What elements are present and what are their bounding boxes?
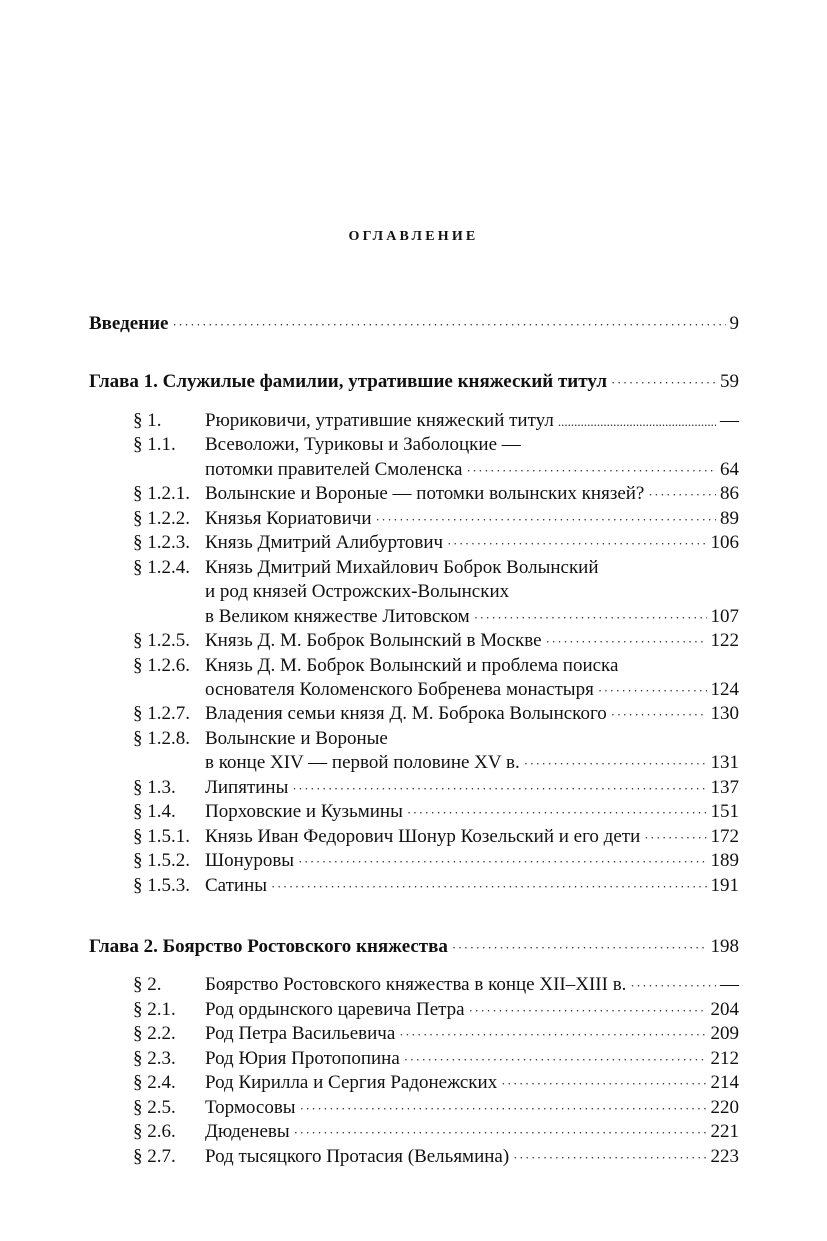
dot-leader <box>399 1023 706 1047</box>
section-title: Род ордынского царевича Петра <box>205 998 465 1020</box>
section-title: Князья Кориатовичи <box>205 507 372 529</box>
section-body <box>205 1022 739 1047</box>
section-title: Боярство Ростовского княжества в конце XII–XIII в. <box>205 974 627 995</box>
section-title: основателя Коломенского Бобренева монастыря <box>205 678 594 700</box>
section-title-line <box>205 825 739 850</box>
section-title: Род Петра Васильевича <box>205 1023 396 1045</box>
page-number: 9 <box>729 313 739 334</box>
toc-entry-section[interactable] <box>133 776 739 801</box>
page-number: 221 <box>710 1121 739 1143</box>
section-body <box>205 556 739 630</box>
section-body <box>205 1096 739 1121</box>
page-number: 122 <box>710 630 739 652</box>
toc-entry-section[interactable] <box>133 433 739 483</box>
toc-entry-section[interactable] <box>133 800 739 825</box>
section-title-line <box>205 702 739 727</box>
dot-leader <box>376 508 717 532</box>
dot-leader <box>598 679 707 703</box>
section-title: Дюденевы <box>205 1121 290 1143</box>
entry-label: Введение <box>89 313 169 334</box>
dot-leader <box>466 459 716 483</box>
section-body <box>205 1145 739 1170</box>
dot-leader <box>648 483 716 507</box>
section-number: § 1.1. <box>133 434 176 456</box>
section-title: Порховские и Кузьмины <box>205 801 403 823</box>
section-number: § 1.2.3. <box>133 532 190 554</box>
toc-entry-section[interactable] <box>133 409 739 434</box>
section-title-line: Волынские и Вороные <box>205 727 388 749</box>
dot-leader <box>513 1146 706 1170</box>
page-number: 209 <box>710 1023 739 1045</box>
section-title-line <box>205 751 739 776</box>
page-number: 89 <box>720 507 739 529</box>
page-number: 124 <box>710 678 739 700</box>
section-title: в конце XIV — первой половине XV в. <box>205 752 520 774</box>
section-title-line <box>205 1120 739 1145</box>
page-number: 172 <box>710 825 739 847</box>
page-number: 86 <box>720 483 739 505</box>
dot-leader <box>644 826 706 850</box>
section-title-line: Князь Дмитрий Михайлович Боброк Волынский <box>205 556 599 578</box>
section-number: § 1.2.7. <box>133 703 190 725</box>
dot-leader <box>611 703 707 727</box>
page-number: 151 <box>710 801 739 823</box>
toc-entry-section[interactable] <box>133 874 739 899</box>
section-title: Князь Д. М. Боброк Волынский в Москве <box>205 630 542 652</box>
section-number: § 2.1. <box>133 998 176 1020</box>
section-number: § 1.2.1. <box>133 483 190 505</box>
section-number: § 2.3. <box>133 1047 176 1069</box>
entry-label: Глава 2. Боярство Ростовского княжества <box>89 936 448 957</box>
section-title-line <box>205 1047 739 1072</box>
section-number: § 1.2.8. <box>133 727 190 749</box>
section-title-line <box>205 998 739 1023</box>
section-body <box>205 800 739 825</box>
section-body <box>205 433 739 483</box>
section-body <box>205 825 739 850</box>
section-title: Сатины <box>205 874 268 896</box>
dot-leader <box>300 1097 707 1121</box>
entry-label: Глава 1. Служилые фамилии, утратившие княжеский титул <box>89 371 608 392</box>
page-number: 204 <box>710 998 739 1020</box>
dot-leader <box>630 974 716 998</box>
section-title-line <box>205 482 739 507</box>
page-number: 131 <box>710 752 739 774</box>
dot-leader <box>452 936 707 960</box>
toc-entry-section[interactable] <box>133 507 739 532</box>
section-title-line <box>205 1096 739 1121</box>
section-title-line: Князь Д. М. Боброк Волынский и проблема поиска <box>205 654 619 676</box>
section-title-line: Всеволожи, Туриковы и Заболоцкие — <box>205 434 521 456</box>
section-number: § 2.6. <box>133 1121 176 1143</box>
section-body <box>205 654 739 704</box>
page-number: 191 <box>710 874 739 896</box>
section-body <box>205 1120 739 1145</box>
section-number: § 1.2.5. <box>133 630 190 652</box>
section-title-line <box>205 1071 739 1096</box>
section-number: § 2.4. <box>133 1072 176 1094</box>
section-number: § 2.7. <box>133 1145 176 1167</box>
section-title: Тормосовы <box>205 1096 296 1118</box>
section-number: § 1.5.1. <box>133 825 190 847</box>
section-number: § 1.2.2. <box>133 507 190 529</box>
section-number: § 1.5.3. <box>133 874 190 896</box>
section-title-line <box>205 409 739 434</box>
dot-leader <box>298 850 706 874</box>
section-number: § 2.2. <box>133 1023 176 1045</box>
toc-entry-section[interactable] <box>133 556 739 630</box>
toc-entry-section[interactable] <box>133 1047 739 1072</box>
section-title-line <box>205 973 739 998</box>
section-title-line <box>205 458 739 483</box>
section-body <box>205 973 739 998</box>
section-title-line <box>205 678 739 703</box>
section-title-line <box>205 1022 739 1047</box>
toc-entry-section[interactable] <box>133 825 739 850</box>
section-title-line <box>205 1145 739 1170</box>
toc-entry-section[interactable] <box>133 1145 739 1170</box>
section-body <box>205 482 739 507</box>
section-title-line <box>205 849 739 874</box>
section-body <box>205 776 739 801</box>
page-number: 130 <box>710 703 739 725</box>
page-number: — <box>720 410 739 431</box>
section-title-line <box>205 874 739 899</box>
section-title: Князь Иван Федорович Шонур Козельский и его дети <box>205 825 641 847</box>
dot-leader <box>294 1121 707 1145</box>
section-title: Род тысяцкого Протасия (Вельямина) <box>205 1145 510 1167</box>
section-body <box>205 1071 739 1096</box>
dot-leader <box>524 752 707 776</box>
page-number: 107 <box>710 605 739 627</box>
section-title: Липятины <box>205 776 289 798</box>
toc-entry-section[interactable] <box>133 629 739 654</box>
section-title: Род Юрия Протопопина <box>205 1047 400 1069</box>
toc-entry-section[interactable] <box>133 998 739 1023</box>
toc-entry-introduction[interactable] <box>89 312 739 337</box>
section-title-line: и род князей Острожских-Волынских <box>205 581 510 603</box>
toc-entry-section[interactable] <box>133 654 739 704</box>
toc-entry-section[interactable] <box>133 849 739 874</box>
section-body <box>205 409 739 434</box>
page-number: — <box>720 974 739 995</box>
dot-leader <box>404 1048 707 1072</box>
section-title-line <box>205 800 739 825</box>
section-body <box>205 507 739 532</box>
dot-leader <box>546 630 707 654</box>
section-body <box>205 998 739 1023</box>
toc-entry-section[interactable] <box>133 1022 739 1047</box>
toc-entry-section[interactable] <box>133 1120 739 1145</box>
toc-entry-section[interactable] <box>133 702 739 727</box>
section-title: Князь Дмитрий Алибуртович <box>205 532 444 554</box>
dot-leader <box>501 1072 706 1096</box>
section-number: § 1.2.6. <box>133 654 190 676</box>
section-body <box>205 874 739 899</box>
section-number: § 2.5. <box>133 1096 176 1118</box>
dot-leader <box>447 532 706 556</box>
page-number: 106 <box>710 532 739 554</box>
page-number: 212 <box>710 1047 739 1069</box>
dot-leader <box>292 777 706 801</box>
toc-entry-section[interactable] <box>133 973 739 998</box>
section-title-line <box>205 531 739 556</box>
toc-entry-section[interactable] <box>133 1071 739 1096</box>
toc-entry-chapter-2[interactable] <box>89 935 739 960</box>
section-body <box>205 702 739 727</box>
toc-title: ОГЛАВЛЕНИЕ <box>348 229 479 244</box>
page-number: 64 <box>720 458 739 480</box>
dot-leader <box>271 875 706 899</box>
toc-entry-section[interactable] <box>133 531 739 556</box>
dot-leader <box>474 606 707 630</box>
section-title: потомки правителей Смоленска <box>205 458 463 480</box>
section-title: Рюриковичи, утратившие княжеский титул <box>205 410 554 431</box>
dot-leader <box>469 999 707 1023</box>
page-number: 59 <box>720 371 739 392</box>
page-number: 220 <box>710 1096 739 1118</box>
section-number: § 1.4. <box>133 801 176 823</box>
page-number: 137 <box>710 776 739 798</box>
section-number: § 1.3. <box>133 776 176 798</box>
section-body <box>205 849 739 874</box>
dot-leader <box>611 371 716 395</box>
section-number: § 1.2.4. <box>133 556 190 578</box>
page-number: 214 <box>710 1072 739 1094</box>
section-title-line <box>205 605 739 630</box>
section-number: § 2. <box>133 974 162 995</box>
section-title-line <box>205 629 739 654</box>
section-number: § 1.5.2. <box>133 850 190 872</box>
toc-entry-section[interactable] <box>133 727 739 777</box>
toc-entry-section[interactable] <box>133 1096 739 1121</box>
section-number: § 1. <box>133 410 162 431</box>
section-title: Владения семьи князя Д. М. Боброка Волынского <box>205 703 607 725</box>
page-number: 189 <box>710 850 739 872</box>
section-title: Род Кирилла и Сергия Радонежских <box>205 1072 498 1094</box>
page-number: 223 <box>710 1145 739 1167</box>
section-title: Шонуровы <box>205 850 295 872</box>
section-title-line <box>205 776 739 801</box>
section-body <box>205 1047 739 1072</box>
section-title-line <box>205 507 739 532</box>
section-body <box>205 629 739 654</box>
section-title: в Великом княжестве Литовском <box>205 605 470 627</box>
section-body <box>205 727 739 777</box>
dot-leader <box>173 313 726 337</box>
toc-entry-section[interactable] <box>133 482 739 507</box>
dot-leader <box>407 801 707 825</box>
section-body <box>205 531 739 556</box>
toc-entry-chapter-1[interactable] <box>89 370 739 395</box>
dot-leader <box>558 410 716 434</box>
page-number: 198 <box>710 936 739 957</box>
section-title: Волынские и Вороные — потомки волынских князей? <box>205 483 645 505</box>
